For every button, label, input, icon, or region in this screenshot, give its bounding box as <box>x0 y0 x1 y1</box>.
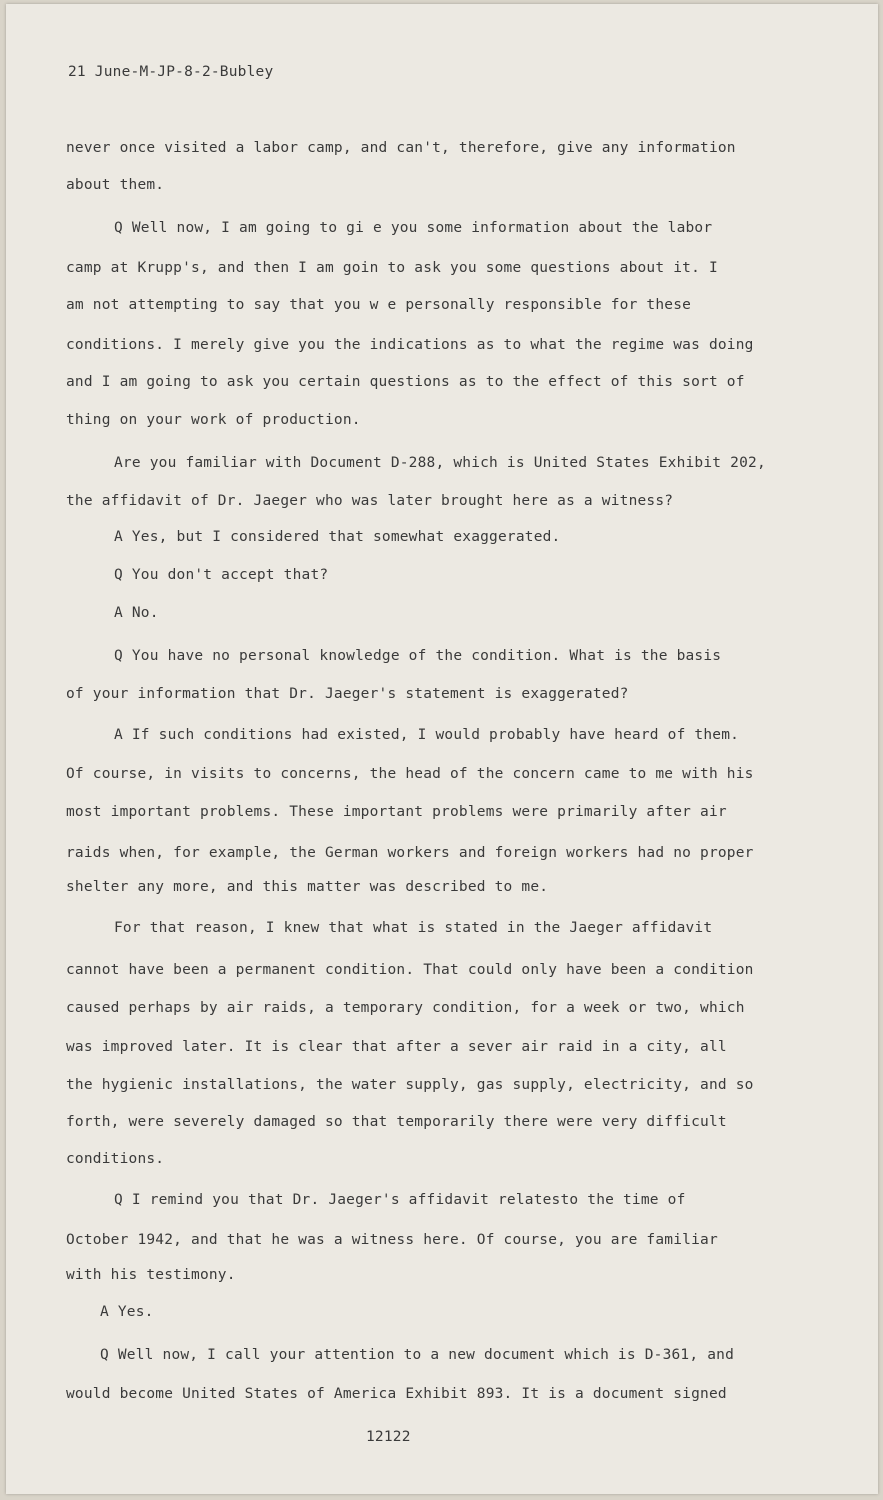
text-line: cannot have been a permanent condition. That could only have been a condition <box>66 962 754 978</box>
text-line: For that reason, I knew that what is stated in the Jaeger affidavit <box>114 920 713 936</box>
text-line: conditions. I merely give you the indications as to what the regime was doing <box>66 337 754 353</box>
text-line: A If such conditions had existed, I would probably have heard of them. <box>114 727 740 743</box>
text-line: would become United States of America Exhibit 893. It is a document signed <box>66 1386 727 1402</box>
text-line: A No. <box>114 605 159 621</box>
text-line: most important problems. These important problems were primarily after air <box>66 804 727 820</box>
text-line: with his testimony. <box>66 1267 236 1283</box>
text-line: forth, were severely damaged so that temporarily there were very difficult <box>66 1114 727 1130</box>
text-line: am not attempting to say that you w e personally responsible for these <box>66 297 692 313</box>
text-line: caused perhaps by air raids, a temporary condition, for a week or two, which <box>66 1000 745 1016</box>
text-line: Q You have no personal knowledge of the condition. What is the basis <box>114 648 722 664</box>
text-line: raids when, for example, the German workers and foreign workers had no proper <box>66 845 754 861</box>
text-line: Are you familiar with Document D-288, which is United States Exhibit 202, <box>114 455 766 471</box>
text-line: about them. <box>66 177 165 193</box>
text-line: the hygienic installations, the water supply, gas supply, electricity, and so <box>66 1077 754 1093</box>
text-line: shelter any more, and this matter was described to me. <box>66 879 549 895</box>
text-line: and I am going to ask you certain questions as to the effect of this sort of <box>66 374 745 390</box>
document-page <box>6 4 878 1494</box>
text-line: was improved later. It is clear that after a sever air raid in a city, all <box>66 1039 727 1055</box>
text-line: never once visited a labor camp, and can't, therefore, give any information <box>66 140 736 156</box>
text-line: Q You don't accept that? <box>114 567 329 583</box>
page-number: 12122 <box>366 1429 411 1445</box>
text-line: camp at Krupp's, and then I am goin to ask you some questions about it. I <box>66 260 718 276</box>
text-line: Of course, in visits to concerns, the head of the concern came to me with his <box>66 766 754 782</box>
text-line: October 1942, and that he was a witness here. Of course, you are familiar <box>66 1232 718 1248</box>
text-line: thing on your work of production. <box>66 412 361 428</box>
text-line: the affidavit of Dr. Jaeger who was later brought here as a witness? <box>66 493 674 509</box>
text-line: Q I remind you that Dr. Jaeger's affidavit relatesto the time of <box>114 1192 686 1208</box>
text-line: A Yes, but I considered that somewhat exaggerated. <box>114 529 561 545</box>
text-line: of your information that Dr. Jaeger's statement is exaggerated? <box>66 686 629 702</box>
text-line: Q Well now, I call your attention to a new document which is D-361, and <box>100 1347 735 1363</box>
page-header: 21 June-M-JP-8-2-Bubley <box>68 64 274 80</box>
text-line: conditions. <box>66 1151 165 1167</box>
text-line: A Yes. <box>100 1304 154 1320</box>
text-line: Q Well now, I am going to gi e you some information about the labor <box>114 220 713 236</box>
